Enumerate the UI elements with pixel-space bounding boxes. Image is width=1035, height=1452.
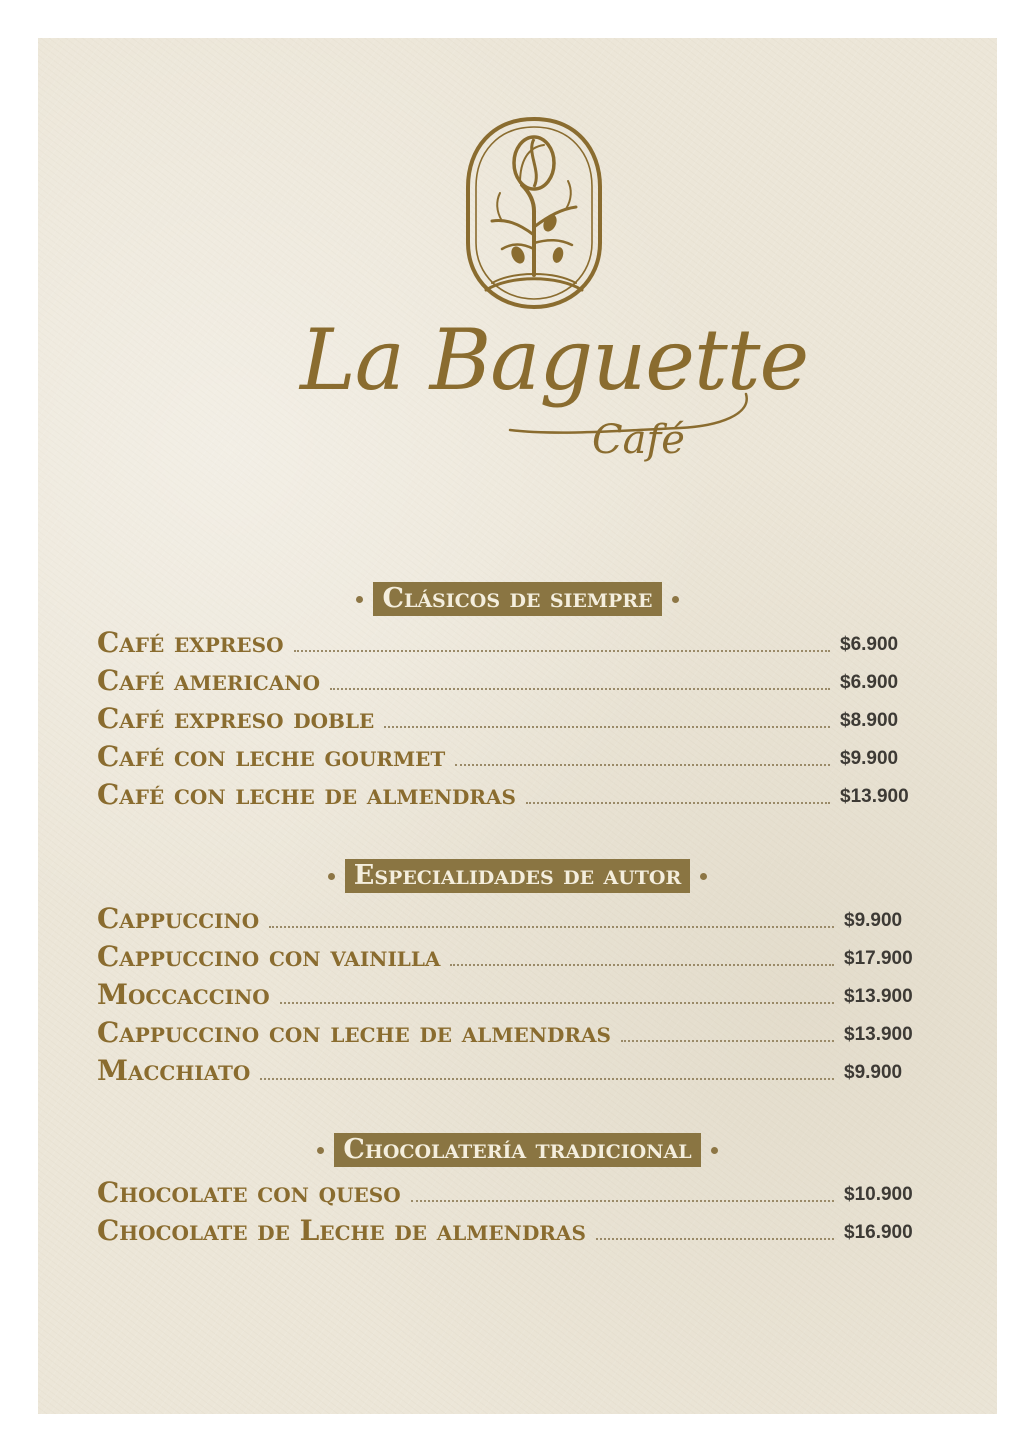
bullet-dot-icon bbox=[356, 596, 363, 603]
menu-item bbox=[97, 700, 928, 734]
menu-item bbox=[97, 976, 932, 1010]
item-price: $16.900 bbox=[844, 1222, 913, 1243]
item-name: Cappuccino con leche de almendras bbox=[97, 1016, 611, 1049]
dotted-leader bbox=[411, 1200, 834, 1202]
bullet-dot-icon bbox=[328, 873, 335, 880]
menu-item bbox=[97, 1174, 932, 1208]
dotted-leader bbox=[450, 964, 834, 966]
item-price: $8.900 bbox=[840, 710, 899, 731]
menu-item bbox=[97, 1052, 932, 1086]
item-name: Macchiato bbox=[97, 1054, 251, 1087]
section-header bbox=[0, 579, 1035, 619]
menu-item bbox=[97, 1014, 932, 1048]
section-title: Chocolatería tradicional bbox=[334, 1133, 700, 1167]
item-name: Café americano bbox=[97, 664, 321, 697]
dotted-leader bbox=[294, 650, 830, 652]
item-price: $13.900 bbox=[840, 786, 909, 807]
item-name: Moccaccino bbox=[97, 978, 270, 1011]
bullet-dot-icon bbox=[700, 873, 707, 880]
item-price: $9.900 bbox=[840, 748, 899, 769]
dotted-leader bbox=[621, 1040, 834, 1042]
item-price: $6.900 bbox=[840, 672, 899, 693]
dotted-leader bbox=[526, 802, 830, 804]
menu-item bbox=[97, 662, 928, 696]
dotted-leader bbox=[269, 926, 834, 928]
item-name: Café expreso bbox=[97, 626, 284, 659]
item-price: $13.900 bbox=[844, 986, 913, 1007]
dotted-leader bbox=[280, 1002, 834, 1004]
section-title: Especialidades de autor bbox=[345, 859, 691, 893]
item-price: $17.900 bbox=[844, 948, 913, 969]
item-name: Café expreso doble bbox=[97, 702, 375, 735]
item-name: Cappuccino bbox=[97, 902, 260, 935]
menu-item bbox=[97, 624, 928, 658]
dotted-leader bbox=[384, 726, 830, 728]
dotted-leader bbox=[455, 764, 830, 766]
dotted-leader bbox=[260, 1078, 834, 1080]
brand-name: La Baguette bbox=[300, 311, 809, 409]
bullet-dot-icon bbox=[672, 596, 679, 603]
menu-item bbox=[97, 938, 932, 972]
item-name: Cappuccino con vainilla bbox=[97, 940, 441, 973]
brand-swash-decoration bbox=[300, 318, 760, 468]
brand-wordmark bbox=[300, 311, 809, 468]
item-price: $10.900 bbox=[844, 1184, 913, 1205]
coffee-tree-emblem-icon bbox=[462, 115, 606, 311]
item-price: $9.900 bbox=[844, 910, 903, 931]
item-price: $13.900 bbox=[844, 1024, 913, 1045]
section-title: Clásicos de siempre bbox=[373, 582, 661, 616]
item-name: Chocolate con queso bbox=[97, 1176, 401, 1209]
brand-subtitle: Café bbox=[592, 417, 685, 463]
menu-item bbox=[97, 900, 932, 934]
item-name: Café con leche de almendras bbox=[97, 778, 516, 811]
item-price: $9.900 bbox=[844, 1062, 903, 1083]
dotted-leader bbox=[596, 1238, 834, 1240]
section-header bbox=[0, 856, 1035, 896]
bullet-dot-icon bbox=[711, 1147, 718, 1154]
menu-item bbox=[97, 738, 928, 772]
item-price: $6.900 bbox=[840, 634, 899, 655]
bullet-dot-icon bbox=[317, 1147, 324, 1154]
section-header bbox=[0, 1130, 1035, 1170]
menu-item bbox=[97, 1212, 932, 1246]
dotted-leader bbox=[330, 688, 830, 690]
item-name: Chocolate de Leche de almendras bbox=[97, 1214, 586, 1247]
item-name: Café con leche gourmet bbox=[97, 740, 446, 773]
menu-item bbox=[97, 776, 928, 810]
